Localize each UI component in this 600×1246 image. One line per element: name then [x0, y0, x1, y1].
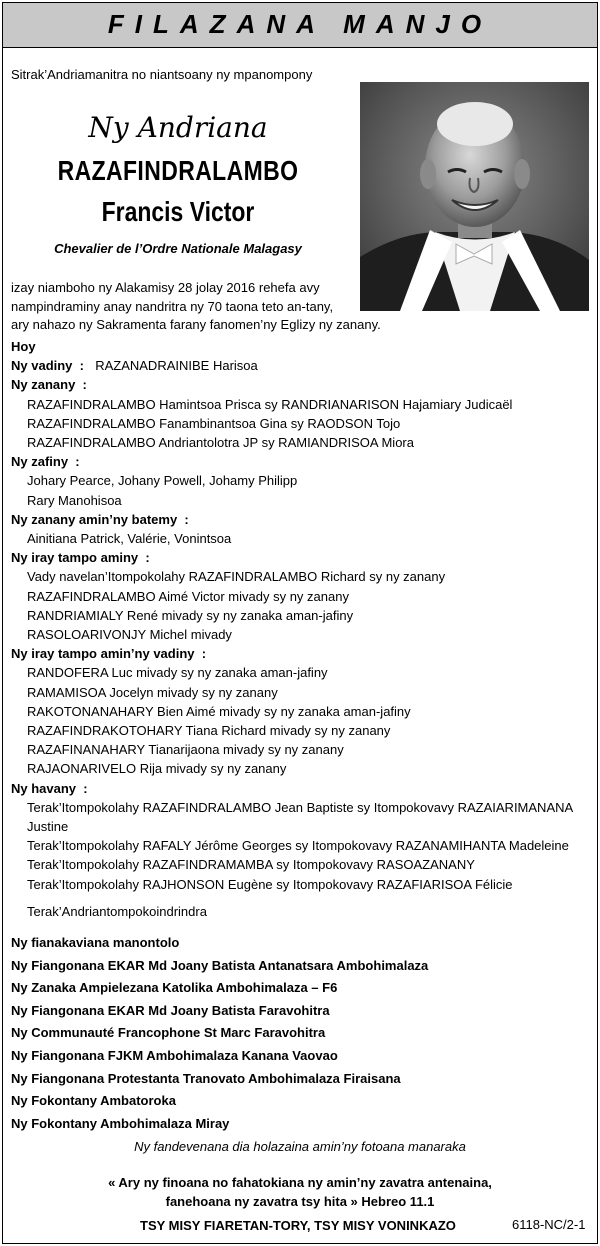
footer-note: TSY MISY FIARETAN-TORY, TSY MISY VONINKAZO	[140, 1218, 456, 1233]
announcement-line: izay niamboho ny Alakamisy 28 jolay 2016 rehefa avy	[11, 280, 320, 295]
organization-line: Ny Fiangonana EKAR Md Joany Batista Antanatsara Ambohimalaza	[11, 958, 429, 973]
group-title: Ny zanany	[11, 377, 76, 392]
group-separator: :	[76, 781, 88, 796]
hoy-label: Hoy	[11, 339, 36, 354]
organization-line: Ny Zanaka Ampielezana Katolika Ambohimalaza – F6	[11, 980, 338, 995]
group-title: Ny iray tampo aminy	[11, 550, 139, 565]
organization-line: Ny Fiangonana Protestanta Tranovato Ambohimalaza Firaisana	[11, 1071, 401, 1086]
family-group-heading	[11, 550, 150, 566]
group-separator: :	[72, 358, 92, 373]
family-member-line: RAZAFINDRAKOTOHARY Tiana Richard mivady sy ny zanany	[27, 723, 391, 738]
family-member-line: RAZAFINDRALAMBO Aimé Victor mivady sy ny zanany	[27, 589, 349, 604]
organization-line: Ny Fokontany Ambohimalaza Miray	[11, 1116, 230, 1131]
honorific: Ny Andriana	[88, 111, 268, 144]
family-group-heading	[11, 454, 80, 470]
family-member-line: Vady navelan’Itompokolahy RAZAFINDRALAMBO Richard sy ny zanany	[27, 569, 446, 584]
family-member-line: Ainitiana Patrick, Valérie, Vonintsoa	[27, 531, 232, 546]
family-group-heading	[11, 377, 87, 393]
terak-line: Terak’Andriantompokoindrindra	[27, 904, 207, 919]
announcement-line: nampindraminy anay nandritra ny 70 taona teto an-tany,	[11, 298, 334, 314]
group-separator: :	[138, 550, 150, 565]
bible-quote	[3, 1173, 597, 1211]
deceased-surname: RAZAFINDRALAMBO	[57, 155, 299, 186]
group-inline-value: RAZANADRAINIBE Harisoa	[95, 358, 258, 373]
family-member-line: RAZAFINDRALAMBO Hamintsoa Prisca sy RANDRIANARISON Hajamiary Judicaël	[27, 397, 513, 412]
family-group-heading	[11, 781, 88, 797]
group-title: Ny iray tampo amin’ny vadiny	[11, 646, 195, 661]
group-separator: :	[194, 646, 207, 661]
family-group-heading	[11, 512, 189, 528]
family-member-line: RANDOFERA Luc mivady sy ny zanaka aman-jafiny	[27, 665, 328, 680]
announcement-line: ary nahazo ny Sakramenta farany fanomen’ny Eglizy ny zanany.	[11, 317, 381, 332]
organization-line: Ny fianakaviana manontolo	[11, 935, 180, 950]
family-member-line: Johary Pearce, Johany Powell, Johamy Philipp	[27, 473, 298, 488]
family-member-line: Rary Manohisoa	[27, 493, 122, 508]
family-member-line: Terak’Itompokolahy RAJHONSON Eugène sy Itompokovavy RAZAFIARISOA Félicie	[27, 877, 513, 892]
family-member-line: Terak’Itompokolahy RAZAFINDRALAMBO Jean Baptiste sy Itompokovavy RAZAIARIMANANA	[27, 800, 574, 815]
organization-line: Ny Fiangonana EKAR Md Joany Batista Faravohitra	[11, 1003, 330, 1018]
family-member-line: RANDRIAMIALY René mivady sy ny zanaka aman-jafiny	[27, 608, 354, 623]
family-member-line: RAZAFINANAHARY Tianarijaona mivady sy ny zanany	[27, 742, 344, 757]
intro-line: Sitrak’Andriamanitra no niantsoany ny mpanompony	[11, 67, 313, 82]
organization-line: Ny Fiangonana FJKM Ambohimalaza Kanana Vaovao	[11, 1048, 338, 1063]
family-group-heading	[11, 358, 258, 374]
family-group-heading	[11, 646, 206, 662]
family-member-line: RAMAMISOA Jocelyn mivady sy ny zanany	[27, 685, 278, 700]
family-member-line: RAZAFINDRALAMBO Andriantolotra JP sy RAMIANDRISOA Miora	[27, 435, 414, 450]
group-separator: :	[75, 377, 87, 392]
family-member-line: Terak’Itompokolahy RAZAFINDRAMAMBA sy Itompokovavy RASOAZANANY	[27, 857, 475, 872]
portrait-photo	[360, 82, 589, 311]
notice-header	[3, 3, 597, 48]
family-member-line: RAKOTONANAHARY Bien Aimé mivady sy ny zanaka aman-jafiny	[27, 704, 411, 719]
obituary-notice	[2, 2, 598, 1244]
family-member-line: RASOLOARIVONJY Michel mivady	[27, 627, 232, 642]
quote-line: fanehoana ny zavatra tsy hita » Hebreo 11.1	[165, 1194, 435, 1209]
group-title: Ny vadiny	[11, 358, 73, 373]
family-member-line: RAJAONARIVELO Rija mivady sy ny zanany	[27, 761, 287, 776]
announcement	[11, 279, 381, 335]
group-title: Ny zanany amin’ny batemy	[11, 512, 178, 527]
group-separator: :	[68, 454, 80, 469]
funeral-note: Ny fandevenana dia holazaina amin’ny fotoana manaraka	[134, 1139, 466, 1154]
family-member-line: Justine	[27, 819, 69, 834]
family-member-line: RAZAFINDRALAMBO Fanambinantsoa Gina sy RAODSON Tojo	[27, 416, 401, 431]
family-member-line: Terak’Itompokolahy RAFALY Jérôme Georges sy Itompokovavy RAZANAMIHANTA Madeleine	[27, 838, 569, 853]
organization-line: Ny Fokontany Ambatoroka	[11, 1093, 176, 1108]
deceased-given-names: Francis Victor	[101, 196, 255, 227]
group-title: Ny zafiny	[11, 454, 69, 469]
deceased-title: Chevalier de l’Ordre Nationale Malagasy	[54, 241, 302, 256]
header-title: FILAZANA MANJO	[107, 9, 493, 39]
group-title: Ny havany	[11, 781, 77, 796]
reference-code: 6118-NC/2-1	[512, 1217, 586, 1232]
group-separator: :	[177, 512, 189, 527]
organization-line: Ny Communauté Francophone St Marc Faravohitra	[11, 1025, 326, 1040]
quote-line: « Ary ny finoana no fahatokiana ny amin’ny zavatra antenaina,	[108, 1175, 492, 1190]
